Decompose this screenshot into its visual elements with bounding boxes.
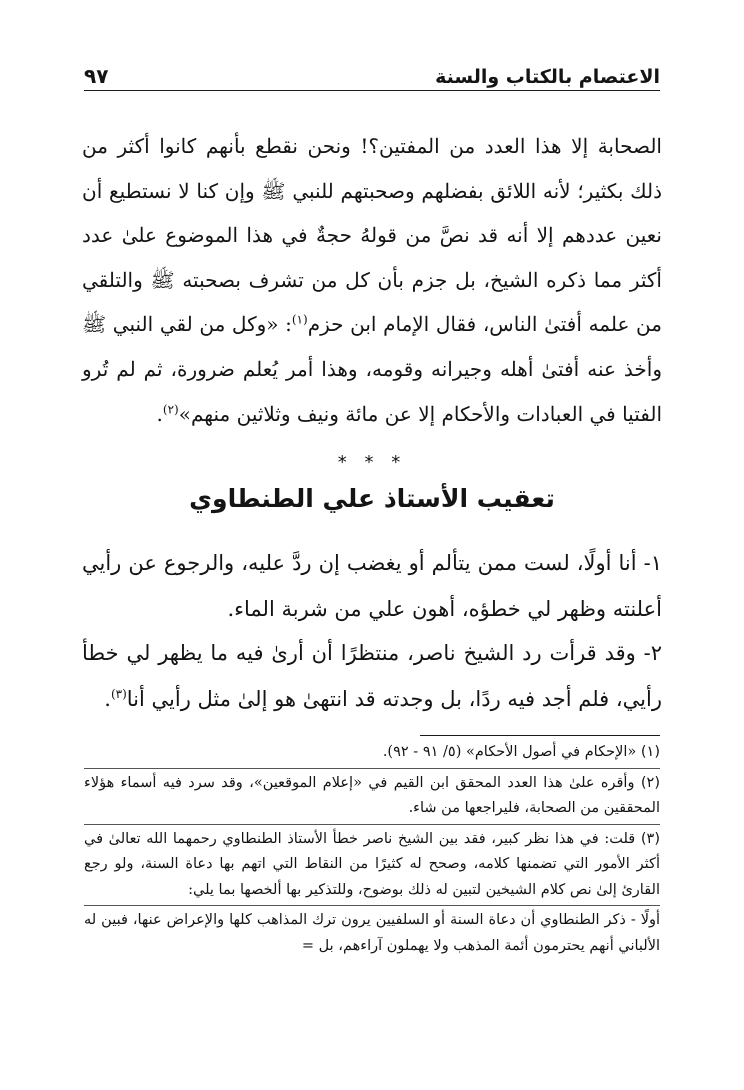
numbered-item-2 <box>82 630 662 722</box>
section-heading: تعقيب الأستاذ علي الطنطاوي <box>189 484 555 513</box>
footnotes <box>84 740 660 959</box>
numbered-item-2-text: ٢- وقد قرأت رد الشيخ ناصر، منتظرًا أن أرىٰ فيه ما يظهر لي خطأ رأيي، فلم أجد فيه ردًا، بل وجدته قد انتهىٰ هو إلىٰ مثل رأيي أنا <box>82 641 662 711</box>
footnote-2-text: وأقره علىٰ هذا العدد المحقق ابن القيم في «إعلام الموقعين»، وقد سرد فيه أسماء هؤلاء المحققين من الصحابة، فليراجعها من شاء. <box>84 774 660 816</box>
footnote-3 <box>84 827 660 904</box>
footnote-divider <box>420 735 660 736</box>
section-separator: * * * <box>337 452 407 473</box>
footnote-ref-1: (١) <box>291 312 308 327</box>
footnote-2-number: (٢) <box>640 774 660 791</box>
footnote-separator <box>84 905 660 906</box>
footnote-1-number: (١) <box>640 744 660 760</box>
running-title: الاعتصام بالكتاب والسنة <box>435 66 660 88</box>
main-text <box>82 124 662 436</box>
footnote-separator <box>84 768 660 769</box>
footnote-separator <box>84 824 660 825</box>
footnote-ref-3: (٣) <box>110 687 127 701</box>
numbered-item-1: ١- أنا أولًا، لست ممن يتألم أو يغضب إن ردَّ عليه، والرجوع عن رأيي أعلنته وظهر لي خطؤه، أهون علي من شربة الماء. <box>82 551 662 621</box>
footnote-1-text: «الإحكام في أصول الأحكام» (٥/ ٩١ - ٩٢). <box>382 744 637 760</box>
footnote-3-text: قلت: في هذا نظر كبير، فقد بين الشيخ ناصر خطأ الأستاذ الطنطاوي رحمهما الله تعالىٰ في أكثر الأمور التي تضمنها كلامه، وصحح له كثيرًا من النقاط التي اتهم بها دعاة السنة، ولو رجع القارئ إلىٰ نص كلام الشيخين لتبين له ذلك بوضوح، وللتذكير بها ألخصها بما يلي: <box>84 830 660 898</box>
paragraph-1 <box>82 124 662 436</box>
footnote-1 <box>84 740 660 766</box>
paragraph-1-part-b: : «وكل من لقي النبي ﷺ وأخذ عنه أفتىٰ أهله وجيرانه وقومه، وهذا أمر يُعلم ضرورة، ثم لم تُرو الفتيا في العبادات والأحكام إلا عن مائة ونيف وثلاثين منهم» <box>82 312 662 426</box>
running-header <box>84 56 660 91</box>
paragraph-1-end: . <box>156 401 163 426</box>
footnote-3-point-1: أولًا - ذكر الطنطاوي أن دعاة السنة أو السلفيين يرون ترك المذاهب كلها والإعراض عنها، فبين له الألباني أنهم يحترمون أئمة المذهب ولا يهملون آراءهم، بل = <box>84 912 660 954</box>
footnote-2 <box>84 771 660 822</box>
numbered-item-2-end: . <box>104 687 111 711</box>
footnote-3-number: (٣) <box>640 830 661 847</box>
paragraph-1-part-a: الصحابة إلا هذا العدد من المفتين؟! ونحن نقطع بأنهم كانوا أكثر من ذلك بكثير؛ لأنه اللائق بفضلهم وصحبتهم للنبي ﷺ وإن كنا لا نستطيع أن نعين عددهم إلا أنه قد نصَّ من قولهُ حجةٌ في هذا الموضوع علىٰ عدد أكثر مما ذكره الشيخ، بل جزم بأن كل من تشرف بصحبته ﷺ والتلقي من علمه أفتىٰ الناس، فقال الإمام ابن حزم <box>82 134 662 337</box>
page-number: ٩٧ <box>84 64 109 88</box>
footnote-ref-2: (٢) <box>162 401 179 416</box>
